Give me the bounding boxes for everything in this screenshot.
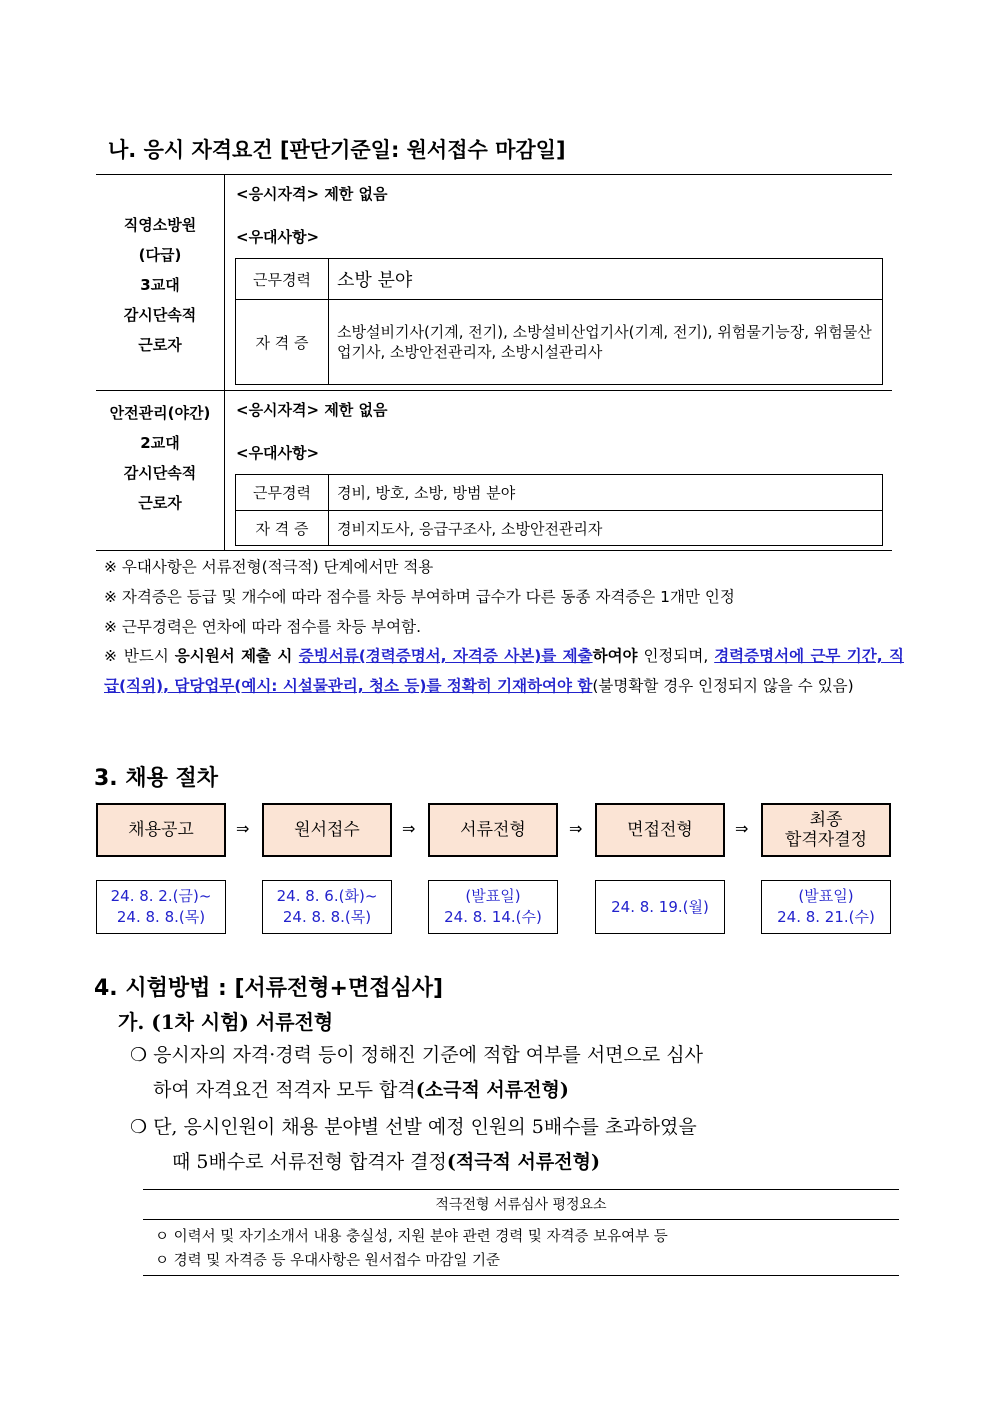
criteria-item-1: ㅇ 이력서 및 자기소개서 내용 충실성, 지원 분야 관련 경력 및 자격증 보유여부 등 — [155, 1229, 668, 1245]
preference-table-2 — [235, 474, 883, 546]
bullet-2-cont — [172, 1147, 600, 1174]
position-line: 근로자 — [138, 494, 182, 512]
preference-label-1: <우대사항> — [236, 228, 320, 246]
bullet-text: 때 5배수로 서류전형 합격자 결정 — [172, 1151, 447, 1173]
criteria-table-top — [143, 1189, 899, 1190]
bullet-emphasis: (적극적 서류전형) — [446, 1151, 600, 1173]
career-value: 소방 분야 — [329, 259, 883, 300]
note-4 — [104, 641, 904, 701]
date-5: (발표일) 24. 8. 21.(수) — [761, 880, 891, 934]
career-label: 근무경력 — [236, 475, 329, 511]
method-heading: 4. 시험방법 : [서류전형+면접심사] — [94, 976, 444, 1001]
career-value: 경비, 방호, 소방, 방범 분야 — [329, 475, 883, 511]
bullet-emphasis: (소극적 서류전형) — [415, 1079, 569, 1101]
bullet-1-cont — [153, 1075, 569, 1102]
note-text: ※ 반드시 — [104, 647, 175, 665]
arrow-icon: ⇒ — [735, 819, 749, 838]
table-top-border — [96, 174, 892, 175]
note-highlight: 증빙서류(경력증명서, 자격증 사본)를 제출 — [298, 647, 593, 665]
note-highlight: 경력증명서에 근무 기간, 직급(직위), 담당업무(예시: 시설물관리, 청소 등)를 정확히 기재하여야 함 — [104, 647, 904, 695]
date-3: (발표일) 24. 8. 14.(수) — [428, 880, 558, 934]
note-3: ※ 근무경력은 연차에 따라 점수를 차등 부여함. — [104, 618, 421, 636]
step-1: 채용공고 — [96, 803, 226, 857]
position-line: 안전관리(야간) — [109, 404, 211, 422]
cert-value: 경비지도사, 응급구조사, 소방안전관리자 — [329, 511, 883, 546]
step-2: 원서접수 — [262, 803, 392, 857]
note-text: (불명확할 경우 인정되지 않을 수 있음) — [592, 677, 854, 695]
date-1: 24. 8. 2.(금)~ 24. 8. 8.(목) — [96, 880, 226, 934]
bullet-2: ❍ 단, 응시인원이 채용 분야별 선발 예정 인원의 5배수를 초과하였을 — [130, 1116, 697, 1138]
cert-value: 소방설비기사(기계, 전기), 소방설비산업기사(기계, 전기), 위험물기능장, 위험물산업기사, 소방안전관리자, 소방시설관리사 — [329, 300, 883, 385]
criteria-table-divider — [143, 1219, 899, 1220]
note-2: ※ 자격증은 등급 및 개수에 따라 점수를 차등 부여하며 급수가 다른 동종 자격증은 1개만 인정 — [104, 588, 735, 606]
position-line: 감시단속적 — [123, 464, 197, 482]
cert-label: 자 격 증 — [236, 300, 329, 385]
step-3: 서류전형 — [428, 803, 558, 857]
position-line: 3교대 — [140, 276, 180, 294]
table-row-divider — [96, 390, 892, 391]
method-subheading: 가. (1차 시험) 서류전형 — [118, 1010, 334, 1034]
date-2: 24. 8. 6.(화)~ 24. 8. 8.(목) — [262, 880, 392, 934]
position-line: 감시단속적 — [123, 306, 197, 324]
cert-label: 자 격 증 — [236, 511, 329, 546]
preference-label-2: <우대사항> — [236, 444, 320, 462]
position-1 — [96, 210, 224, 360]
bullet-1: ❍ 응시자의 자격·경력 등이 정해진 기준에 적합 여부를 서면으로 심사 — [130, 1044, 703, 1066]
note-text: 하여야 — [592, 647, 638, 665]
criteria-item-2: ㅇ 경력 및 자격증 등 우대사항은 원서접수 마감일 기준 — [155, 1253, 501, 1269]
note-text: 인정되며, — [637, 647, 715, 665]
position-line: 근로자 — [138, 336, 182, 354]
position-line: (다급) — [138, 246, 182, 264]
note-text: 응시원서 제출 시 — [174, 647, 299, 665]
table-column-divider — [224, 174, 225, 550]
arrow-icon: ⇒ — [402, 819, 416, 838]
date-4: 24. 8. 19.(월) — [595, 880, 725, 934]
bullet-text: 하여 자격요건 적격자 모두 합격 — [153, 1079, 416, 1101]
position-line: 2교대 — [140, 434, 180, 452]
step-4: 면접전형 — [595, 803, 725, 857]
procedure-heading: 3. 채용 절차 — [94, 766, 218, 791]
step-5: 최종 합격자결정 — [761, 803, 891, 857]
position-2 — [96, 398, 224, 518]
criteria-table-bottom — [143, 1275, 899, 1276]
qualification-heading: 나. 응시 자격요건 [판단기준일: 원서접수 마감일] — [108, 138, 566, 162]
arrow-icon: ⇒ — [236, 819, 250, 838]
eligibility-1: <응시자격> 제한 없음 — [236, 185, 388, 203]
note-1: ※ 우대사항은 서류전형(적극적) 단계에서만 적용 — [104, 558, 434, 576]
arrow-icon: ⇒ — [569, 819, 583, 838]
eligibility-2: <응시자격> 제한 없음 — [236, 401, 388, 419]
criteria-table-header: 적극전형 서류심사 평정요소 — [435, 1197, 607, 1213]
position-line: 직영소방원 — [123, 216, 197, 234]
career-label: 근무경력 — [236, 259, 329, 300]
preference-table-1 — [235, 258, 883, 385]
table-bottom-border — [96, 550, 892, 551]
